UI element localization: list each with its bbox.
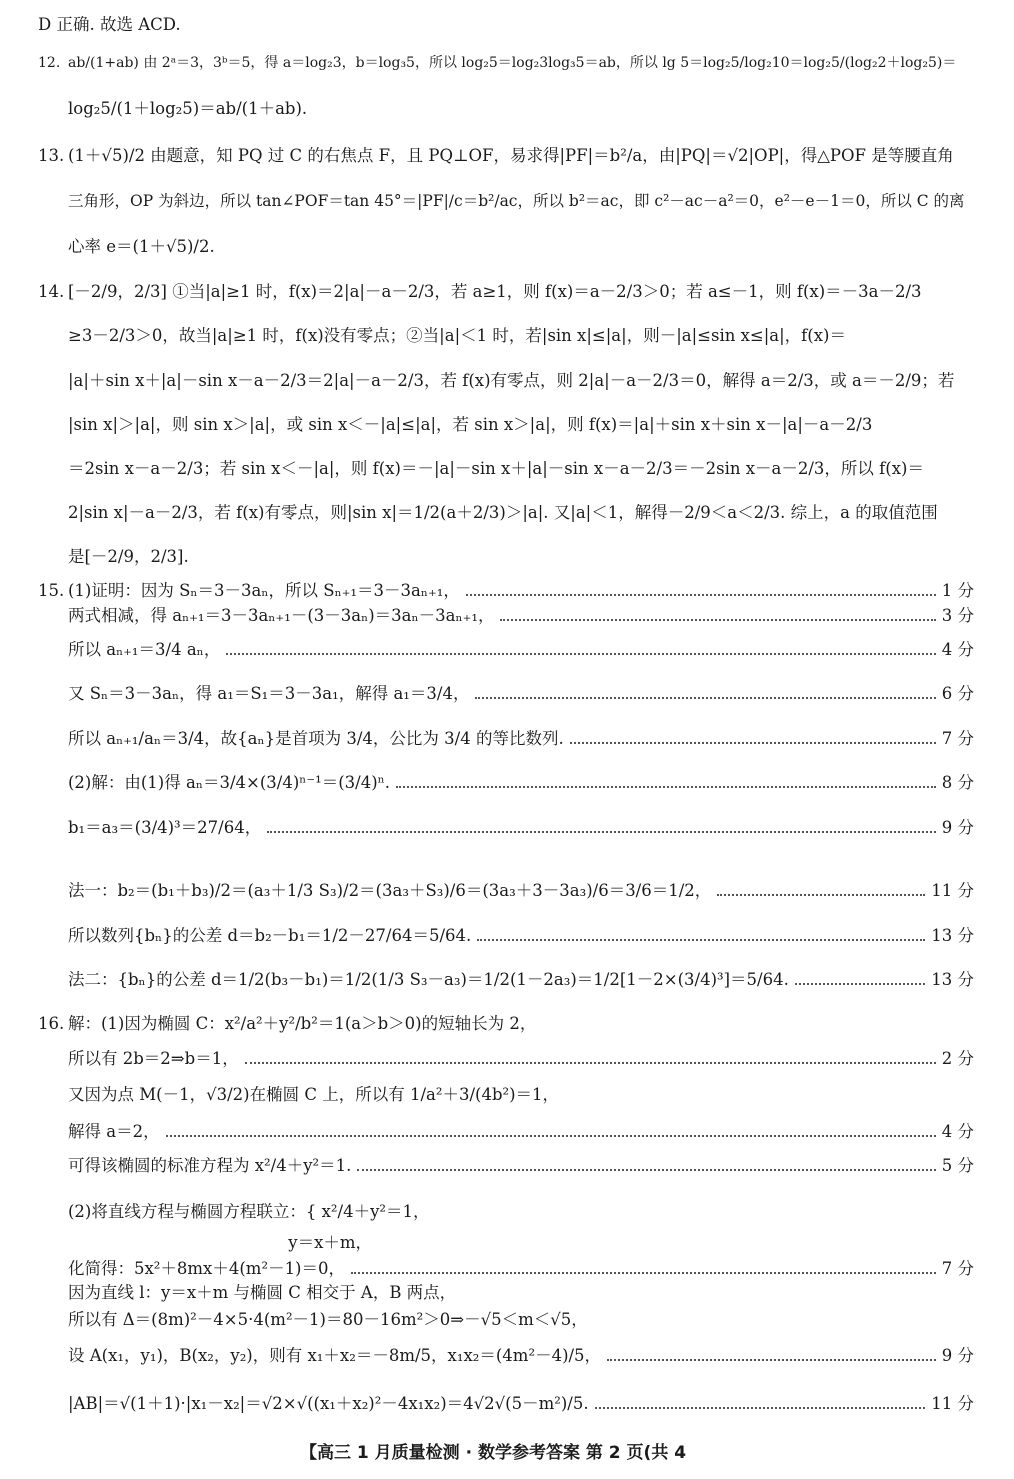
line-text: |sin x|＞|a|，则 sin x＞|a|，或 sin x＜－|a|≤|a|，若 sin x＞|a|，则 f(x)＝|a|＋sin x＋sin x－|a|－a－2/3	[68, 415, 873, 434]
answer-16-step-4	[68, 1258, 974, 1280]
dot-leader	[166, 1135, 936, 1137]
score-label: 13 分	[931, 926, 974, 945]
line-text: 又因为点 M(－1，√3/2)在椭圆 C 上，所以有 1/a²＋3/(4b²)＝1，	[68, 1085, 560, 1104]
answer-16-step-1	[68, 1048, 974, 1070]
line-text: [－2/9，2/3] ①当|a|≥1 时，f(x)＝2|a|－a－2/3，若 a≥1，则 f(x)＝a－2/3＞0；若 a≤－1，则 f(x)＝－3a－2/3	[68, 282, 922, 301]
line-text: 可得该椭圆的标准方程为 x²/4＋y²＝1.	[68, 1156, 352, 1175]
dot-leader	[226, 653, 935, 655]
score-label: 4 分	[941, 640, 974, 659]
score-label: 7 分	[941, 729, 974, 748]
answer-15-step-2	[68, 605, 974, 627]
line-text: (2)解：由(1)得 aₙ＝3/4×(3/4)ⁿ⁻¹＝(3/4)ⁿ.	[68, 773, 391, 792]
line-text: 法二：{bₙ}的公差 d＝1/2(b₃－b₁)＝1/2(1/3 S₃－a₃)＝1/2(1－2a₃)＝1/2[1－2×(3/4)³]＝5/64.	[68, 970, 789, 989]
answer-15-step-3	[68, 639, 974, 661]
score-label: 5 分	[941, 1156, 974, 1175]
score-label: 3 分	[941, 606, 974, 625]
line-text: |AB|＝√(1＋1)·|x₁－x₂|＝√2×√((x₁＋x₂)²－4x₁x₂)＝4√2√(5－m²)/5.	[68, 1394, 589, 1413]
line-l28	[68, 1201, 974, 1223]
score-label: 7 分	[941, 1259, 974, 1278]
line-text: 所以数列{bₙ}的公差 d＝b₂－b₁＝1/2－27/64＝5/64.	[68, 926, 472, 945]
line-text: 因为直线 l：y＝x＋m 与椭圆 C 相交于 A，B 两点，	[68, 1283, 457, 1302]
line-text: ab/(1+ab) 由 2ᵃ＝3，3ᵇ＝5，得 a＝log₂3，b＝log₃5，所以 log₂5＝log₂3log₃5＝ab，所以 lg 5＝log₂5/log₂10＝log₂5/(log₂2＋log₂5)＝	[68, 55, 957, 71]
line-text: 心率 e＝(1＋√5)/2.	[68, 237, 215, 256]
line-l8	[68, 370, 974, 392]
score-label: 13 分	[931, 970, 974, 989]
line-l11	[68, 502, 974, 524]
question-number: 14.	[38, 282, 65, 301]
question-number: 15.	[38, 581, 65, 600]
score-label: 9 分	[941, 1346, 974, 1365]
score-label: 11 分	[931, 1394, 974, 1413]
dot-leader	[267, 831, 936, 833]
line-l5	[68, 236, 974, 258]
answer-16-step-3	[68, 1155, 974, 1177]
question-number: 12.	[38, 55, 61, 71]
line-text: 又 Sₙ＝3－3aₙ，得 a₁＝S₁＝3－3a₁，解得 a₁＝3/4，	[68, 684, 470, 703]
line-text: 两式相减，得 aₙ₊₁＝3－3aₙ₊₁－(3－3aₙ)＝3aₙ－3aₙ₊₁，	[68, 606, 495, 625]
question-number: 16.	[38, 1014, 65, 1033]
line-text: 2|sin x|－a－2/3，若 f(x)有零点，则|sin x|＝1/2(a＋2/3)＞|a|. 又|a|＜1，解得－2/9＜a＜2/3. 综上，a 的取值范围	[68, 503, 938, 522]
line-text: (2)将直线方程与椭圆方程联立：{ x²/4＋y²＝1，	[68, 1202, 430, 1221]
line-text: (1＋√5)/2 由题意，知 PQ 过 C 的右焦点 F，且 PQ⊥OF，易求得|PF|＝b²/a，由|PQ|＝√2|OP|，得△POF 是等腰直角	[68, 146, 954, 165]
line-l31	[68, 1282, 974, 1304]
line-l29	[68, 1232, 974, 1254]
line-text: log₂5/(1＋log₂5)＝ab/(1＋ab).	[68, 99, 308, 118]
answer-15-step-10	[68, 969, 974, 991]
line-text: ＝2sin x－a－2/3；若 sin x＜－|a|，则 f(x)＝－|a|－sin x＋|a|－sin x－a－2/3＝－2sin x－a－2/3，所以 f(x)＝	[68, 459, 924, 478]
score-label: 6 分	[941, 684, 974, 703]
line-l7	[68, 325, 974, 347]
line-text: 是[－2/9，2/3].	[68, 547, 189, 566]
dot-leader	[245, 1062, 936, 1064]
dot-leader	[475, 697, 935, 699]
line-text: |a|＋sin x＋|a|－sin x－a－2/3＝2|a|－a－2/3，若 f(x)有零点，则 2|a|－a－2/3＝0，解得 a＝2/3，或 a＝－2/9；若	[68, 371, 955, 390]
line-text: 设 A(x₁，y₁)，B(x₂，y₂)，则有 x₁＋x₂＝－8m/5，x₁x₂＝(4m²－4)/5，	[68, 1346, 602, 1365]
dot-leader	[570, 742, 936, 744]
line-l32	[68, 1309, 974, 1331]
answer-15-step-7	[68, 817, 974, 839]
score-label: 4 分	[941, 1122, 974, 1141]
score-label: 11 分	[931, 881, 974, 900]
answer-16-step-5	[68, 1345, 974, 1367]
answer-14	[38, 281, 974, 303]
line-l0	[38, 14, 974, 36]
dot-leader	[351, 1272, 936, 1274]
score-label: 9 分	[941, 818, 974, 837]
line-text: 所以有 Δ＝(8m)²－4×5·4(m²－1)＝80－16m²＞0⇒－√5＜m＜√5，	[68, 1310, 588, 1329]
dot-leader	[477, 939, 925, 941]
line-text: 所以有 2b＝2⇒b＝1，	[68, 1049, 239, 1068]
dot-leader	[595, 1407, 926, 1409]
line-text: D 正确. 故选 ACD.	[38, 15, 181, 34]
dot-leader	[466, 594, 936, 596]
answer-15-step-4	[68, 683, 974, 705]
score-label: 8 分	[941, 773, 974, 792]
score-label: 1 分	[941, 581, 974, 600]
page-footer: 【高三 1 月质量检测 · 数学参考答案 第 2 页(共 4	[300, 1443, 687, 1463]
answer-16-step-6	[68, 1393, 974, 1415]
line-l25	[68, 1084, 974, 1106]
line-text: 法一：b₂＝(b₁＋b₃)/2＝(a₃＋1/3 S₃)/2＝(3a₃＋S₃)/6＝(3a₃＋3－3a₃)/6＝3/6＝1/2，	[68, 881, 712, 900]
answer-13	[38, 145, 974, 167]
answer-15-step-8	[68, 880, 974, 902]
line-text: (1)证明：因为 Sₙ＝3－3aₙ，所以 Sₙ₊₁＝3－3aₙ₊₁，	[68, 581, 460, 600]
question-number: 13.	[38, 146, 65, 165]
answer-15-step-5	[68, 728, 974, 750]
line-text: 三角形，OP 为斜边，所以 tan∠POF＝tan 45°＝|PF|/c＝b²/ac，所以 b²＝ac，即 c²－ac－a²＝0，e²－e－1＝0，所以 C 的离	[68, 192, 965, 210]
line-text: 解得 a＝2，	[68, 1122, 160, 1141]
line-text: b₁＝a₃＝(3/4)³＝27/64，	[68, 818, 262, 837]
line-l4	[68, 190, 974, 212]
dot-leader	[500, 619, 935, 621]
dot-leader	[717, 894, 925, 896]
answer-15-step-6	[68, 772, 974, 794]
dot-leader	[795, 983, 925, 985]
dot-leader	[607, 1359, 936, 1361]
line-text: 化简得：5x²＋8mx＋4(m²－1)＝0，	[68, 1259, 345, 1278]
line-l9	[68, 414, 974, 436]
answer-15-step-9	[68, 925, 974, 947]
line-l12	[68, 546, 974, 568]
line-l10	[68, 458, 974, 480]
answer-15-step-1	[38, 580, 974, 602]
line-text: y＝x＋m，	[68, 1233, 373, 1252]
line-text: 解：(1)因为椭圆 C：x²/a²＋y²/b²＝1(a＞b＞0)的短轴长为 2，	[68, 1014, 537, 1033]
line-text: 所以 aₙ₊₁＝3/4 aₙ，	[68, 640, 221, 659]
score-label: 2 分	[941, 1049, 974, 1068]
answer-12	[38, 52, 974, 74]
line-text: 所以 aₙ₊₁/aₙ＝3/4，故{aₙ}是首项为 3/4，公比为 3/4 的等比数列.	[68, 729, 564, 748]
dot-leader	[396, 786, 936, 788]
line-l2	[68, 98, 974, 120]
answer-16	[38, 1013, 974, 1035]
answer-16-step-2	[68, 1121, 974, 1143]
line-text: ≥3－2/3＞0，故当|a|≥1 时，f(x)没有零点；②当|a|＜1 时，若|sin x|≤|a|，则－|a|≤sin x≤|a|，f(x)＝	[68, 326, 846, 345]
dot-leader	[357, 1169, 935, 1171]
